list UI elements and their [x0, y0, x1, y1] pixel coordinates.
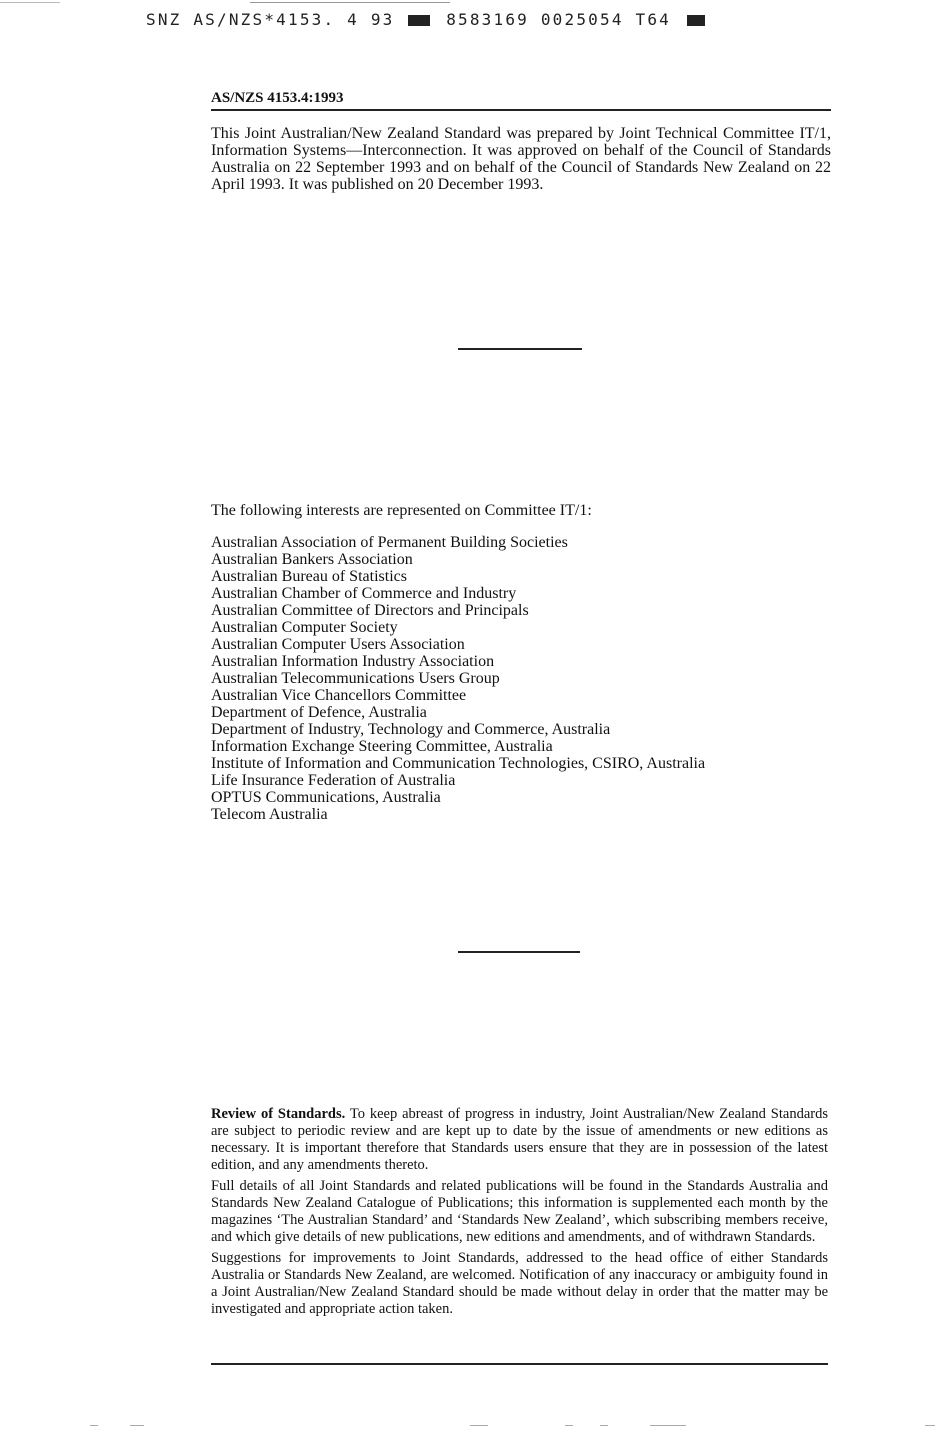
review-text-1: To keep abreast of progress in industry, Joint Australian/New Zealand Standards are subject to periodic review and are kept up to date by the issue of amendments or new editions as necessary. It is important therefore that Standards users ensure that they are in possession of the latest edition, and any amendments thereto. — [211, 1106, 828, 1173]
list-item: Australian Information Industry Association — [211, 653, 495, 670]
scan-mark — [565, 1425, 573, 1426]
section-divider — [458, 951, 580, 953]
list-item: Institute of Information and Communication Technologies, CSIRO, Australia — [211, 755, 706, 772]
list-item: Information Exchange Steering Committee, Australia — [211, 738, 553, 755]
list-item: Telecom Australia — [211, 806, 328, 823]
list-item: Department of Defence, Australia — [211, 704, 427, 721]
list-item: OPTUS Communications, Australia — [211, 789, 441, 806]
scan-edge-line — [250, 2, 450, 3]
list-item: Australian Computer Society — [211, 619, 398, 636]
scan-edge-line — [0, 2, 60, 3]
review-of-standards — [211, 1106, 828, 1322]
catalog-code-line — [146, 10, 866, 29]
list-item: Australian Computer Users Association — [211, 636, 465, 653]
list-item: Department of Industry, Technology and Commerce, Australia — [211, 721, 611, 738]
list-item: Australian Committee of Directors and Principals — [211, 602, 529, 619]
list-item: Australian Bankers Association — [211, 551, 413, 568]
scan-mark — [650, 1425, 686, 1426]
footer-rule — [211, 1363, 828, 1365]
list-item: Life Insurance Federation of Australia — [211, 772, 456, 789]
scan-mark — [470, 1425, 488, 1426]
document-id: AS/NZS 4153.4:1993 — [211, 90, 831, 111]
list-item: Australian Telecommunications Users Group — [211, 670, 500, 687]
list-item: Australian Chamber of Commerce and Industry — [211, 585, 517, 602]
list-item: Australian Vice Chancellors Committee — [211, 687, 467, 704]
review-paragraph-2: Full details of all Joint Standards and related publications will be found in the Standards Australia and Standards New Zealand Catalogue of Publications; this information is supplemented each month by the magazines ‘The Australian Standard’ and ‘Standards New Zealand’, which subscribing members receive, and which give details of new publications, new editions and amendments, and of withdrawn Standards. — [211, 1178, 828, 1245]
scan-mark — [600, 1425, 608, 1426]
intro-paragraph: This Joint Australian/New Zealand Standard was prepared by Joint Technical Committee IT/1, Information Systems—Interconnection. It was approved on behalf of the Council of Standards Australia on 22 September 1993 and on behalf of the Council of Standards New Zealand on 22 April 1993. It was published on 20 December 1993. — [211, 125, 831, 193]
review-paragraph-1 — [211, 1106, 828, 1174]
barcode-block-icon — [408, 15, 430, 26]
catalog-code-part2: 8583169 0025054 T64 — [446, 10, 672, 29]
scan-mark — [130, 1425, 144, 1426]
review-heading: Review of Standards. — [211, 1106, 346, 1122]
scan-mark — [90, 1425, 98, 1426]
list-item: Australian Bureau of Statistics — [211, 568, 407, 585]
interests-list — [211, 534, 831, 823]
interests-intro: The following interests are represented on Committee IT/1: — [211, 502, 592, 519]
catalog-code-part1: SNZ AS/NZS*4153. 4 93 — [146, 10, 395, 29]
section-divider — [458, 348, 582, 350]
barcode-block-icon — [687, 15, 705, 26]
scan-mark — [925, 1425, 935, 1426]
review-paragraph-3: Suggestions for improvements to Joint Standards, addressed to the head office of either Standards Australia or Standards New Zealand, are welcomed. Notification of any inaccuracy or ambiguity found in a Joint Australian/New Zealand Standard should be made without delay in order that the matter may be investigated and appropriate action taken. — [211, 1250, 828, 1317]
list-item: Australian Association of Permanent Building Societies — [211, 534, 568, 551]
